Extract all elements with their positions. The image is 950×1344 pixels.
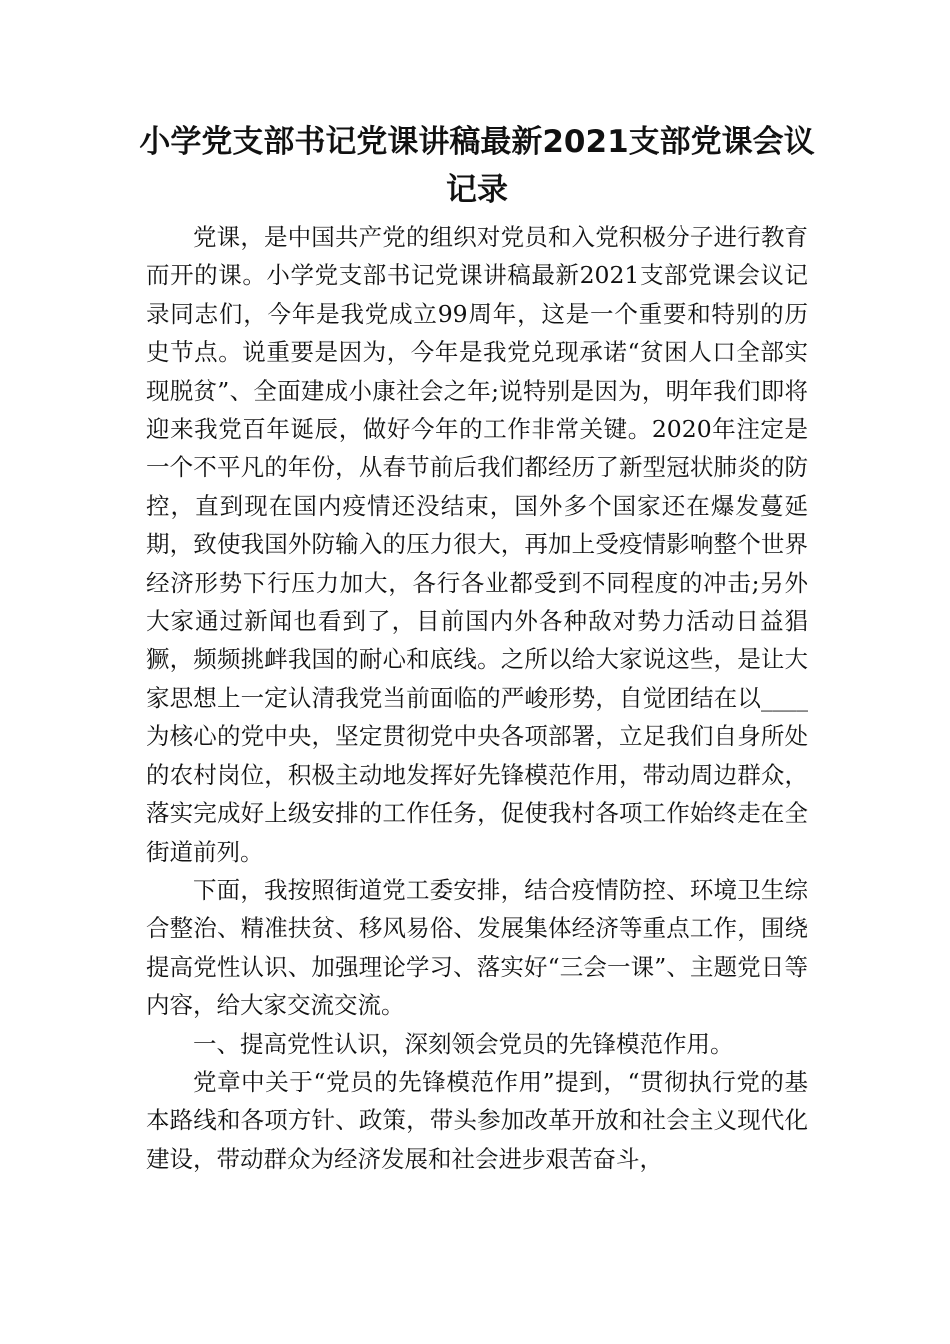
paragraph-2: 下面，我按照街道党工委安排，结合疫情防控、环境卫生综合整治、精准扶贫、移风易俗、发展集体经济等重点工作，围绕提高党性认识、加强理论学习、落实好“三会一课”、主题党日等内容，给大家交流交流。 (146, 875, 808, 1020)
document-title: 小学党支部书记党课讲稿最新2021支部党课会议记录 (139, 124, 815, 208)
document-page (139, 118, 815, 1178)
paragraph-1: 党课，是中国共产党的组织对党员和入党积极分子进行教育而开的课。小学党支部书记党课讲稿最新2021支部党课会议记录同志们，今年是我党成立99周年，这是一个重要和特别的历史节点。说重要是因为，今年是我党兑现承诺“贫困人口全部实现脱贫”、全面建成小康社会之年;说特别是因为，明年我们即将迎来我党百年诞辰，做好今年的工作非常关键。2020年注定是一个不平凡的年份，从春节前后我们都经历了新型冠状肺炎的防控，直到现在国内疫情还没结束，国外多个国家还在爆发蔓延期，致使我国外防输入的压力很大，再加上受疫情影响整个世界经济形势下行压力加大，各行各业都受到不同程度的冲击;另外大家通过新闻也看到了，目前国内外各种敌对势力活动日益猖獗，频频挑衅我国的耐心和底线。之所以给大家说这些，是让大家思想上一定认清我党当前面临的严峻形势，自觉团结在以____为核心的党中央，坚定贯彻党中央各项部署，立足我们自身所处的农村岗位，积极主动地发挥好先锋模范作用，带动周边群众，落实完成好上级安排的工作任务，促使我村各项工作始终走在全街道前列。 (146, 223, 808, 866)
paragraph-3: 一、提高党性认识，深刻领会党员的先锋模范作用。 (193, 1029, 734, 1058)
paragraph-4: 党章中关于“党员的先锋模范作用”提到，“贯彻执行党的基本路线和各项方针、政策，带头参加改革开放和社会主义现代化建设，带动群众为经济发展和社会进步艰苦奋斗， (146, 1067, 808, 1173)
